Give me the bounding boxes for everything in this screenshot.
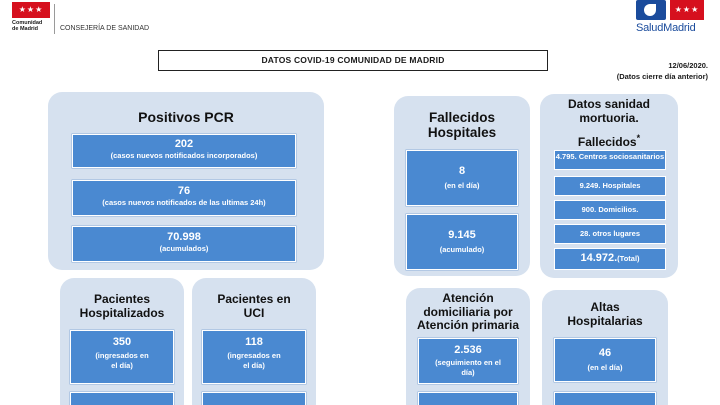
positivos-24h-value: 76 bbox=[177, 185, 191, 197]
date-value: 12/06/2020. bbox=[668, 61, 708, 70]
hospitalizados-label-l2: el día) bbox=[111, 361, 133, 370]
mortuoria-fallecidos-label: Fallecidos bbox=[577, 135, 637, 149]
fallecidos-acum-box bbox=[406, 214, 518, 270]
positivos-title: Positivos PCR bbox=[138, 109, 234, 125]
uci-box-2 bbox=[202, 392, 306, 405]
atencion-label-l1: (seguimiento en el bbox=[435, 358, 501, 367]
altas-value: 46 bbox=[598, 347, 612, 359]
fallecidos-dia-label: (en el día) bbox=[444, 181, 480, 190]
fallecidos-hosp-title-l1: Fallecidos bbox=[428, 110, 496, 125]
positivos-new-label: (casos nuevos notificados incorporados) bbox=[110, 151, 258, 160]
positivos-24h-box bbox=[72, 180, 296, 216]
altas-title bbox=[542, 300, 668, 328]
mortuoria-title-l1: Datos sanidad bbox=[567, 97, 651, 111]
hospitalizados-title bbox=[60, 292, 184, 320]
hospitalizados-panel bbox=[60, 278, 184, 405]
positivos-new-box bbox=[72, 134, 296, 168]
altas-title-l1: Altas bbox=[590, 300, 620, 314]
logo-line-1: Comunidad bbox=[12, 20, 43, 26]
consejeria-label: CONSEJERÍA DE SANIDAD bbox=[60, 25, 150, 32]
fallecidos-dia-box bbox=[406, 150, 518, 206]
uci-box bbox=[202, 330, 306, 384]
uci-title bbox=[192, 292, 316, 320]
mortuoria-item-hospitales: 9.249. Hospitales bbox=[579, 181, 641, 190]
hospitalizados-value: 350 bbox=[112, 336, 132, 348]
uci-title-l1: Pacientes en bbox=[217, 292, 291, 306]
atencion-title-l1: Atención bbox=[442, 291, 494, 305]
fallecidos-dia-value: 8 bbox=[458, 165, 466, 177]
date-note bbox=[617, 60, 708, 82]
date-sub: (Datos cierre día anterior) bbox=[616, 72, 708, 81]
mortuoria-total-label: (Total) bbox=[617, 254, 640, 263]
positivos-acum-label: (acumulados) bbox=[159, 244, 209, 253]
altas-panel bbox=[542, 290, 668, 405]
positivos-new-value: 202 bbox=[174, 138, 194, 150]
atencion-box bbox=[418, 338, 518, 384]
atencion-title-l2: domiciliaria por bbox=[423, 304, 513, 319]
fallecidos-hosp-title-l2: Hospitales bbox=[427, 125, 497, 140]
atencion-panel bbox=[406, 288, 530, 405]
fallecidos-hosp-panel bbox=[394, 96, 530, 276]
uci-label-l2: el día) bbox=[243, 361, 265, 370]
mortuoria-title-l3 bbox=[540, 131, 678, 149]
altas-title-l2: Hospitalarias bbox=[567, 314, 643, 328]
atencion-value: 2.536 bbox=[454, 344, 482, 356]
uci-value: 118 bbox=[245, 336, 263, 348]
hospitalizados-box bbox=[70, 330, 174, 384]
header-divider bbox=[54, 4, 55, 34]
uci-title-l2: UCI bbox=[243, 306, 265, 320]
salud-madrid-text: SaludMadrid bbox=[636, 22, 696, 34]
mortuoria-title bbox=[540, 97, 678, 149]
mortuoria-item bbox=[554, 224, 666, 244]
hospitalizados-label-l1: (ingresados en bbox=[95, 351, 149, 360]
fallecidos-acum-label: (acumulado) bbox=[439, 245, 485, 254]
altas-box-2 bbox=[554, 392, 656, 405]
madrid-flag-icon: ★★★ bbox=[670, 0, 704, 20]
altas-box bbox=[554, 338, 656, 382]
mortuoria-item bbox=[554, 150, 666, 170]
atencion-title bbox=[406, 292, 530, 333]
mortuoria-panel bbox=[540, 94, 678, 278]
atencion-title-l3: Atención primaria bbox=[416, 318, 520, 332]
uci-label-l1: (ingresados en bbox=[227, 351, 281, 360]
mortuoria-title-l2: mortuoria. bbox=[579, 111, 639, 125]
fallecidos-acum-value: 9.145 bbox=[448, 229, 476, 241]
salud-mark-icon bbox=[636, 0, 666, 20]
positivos-panel bbox=[48, 92, 324, 270]
atencion-box-2 bbox=[418, 392, 518, 405]
uci-panel bbox=[192, 278, 316, 405]
mortuoria-item-sociosanitarios: 4.795. Centros sociosanitarios bbox=[555, 152, 665, 161]
mortuoria-total bbox=[554, 248, 666, 270]
hospitalizados-title-l1: Pacientes bbox=[93, 292, 151, 306]
asterisk-mark: * bbox=[636, 133, 641, 143]
page-title: DATOS COVID-19 COMUNIDAD DE MADRID bbox=[158, 50, 548, 71]
logo-line-2: de Madrid bbox=[12, 26, 38, 32]
madrid-flag-icon: ★★★ bbox=[12, 2, 50, 18]
positivos-acum-value: 70.998 bbox=[167, 231, 201, 243]
hospitalizados-box-2 bbox=[70, 392, 174, 405]
mortuoria-item-domicilios: 900. Domicilios. bbox=[581, 205, 639, 214]
logo-text bbox=[12, 20, 52, 32]
hospitalizados-title-l2: Hospitalizados bbox=[79, 306, 165, 320]
fallecidos-hosp-title bbox=[394, 110, 530, 140]
positivos-acum-box bbox=[72, 226, 296, 262]
atencion-label-l2: día) bbox=[461, 368, 475, 377]
altas-label: (en el día) bbox=[587, 363, 623, 372]
mortuoria-total-value: 14.972. bbox=[580, 252, 618, 264]
salud-madrid-logo bbox=[636, 0, 708, 34]
mortuoria-item bbox=[554, 200, 666, 220]
mortuoria-item-otros: 28. otros lugares bbox=[579, 229, 641, 238]
comunidad-madrid-logo bbox=[12, 2, 52, 32]
mortuoria-item bbox=[554, 176, 666, 196]
positivos-24h-label: (casos nuevos notificados de las ultimas 24h) bbox=[102, 198, 266, 207]
